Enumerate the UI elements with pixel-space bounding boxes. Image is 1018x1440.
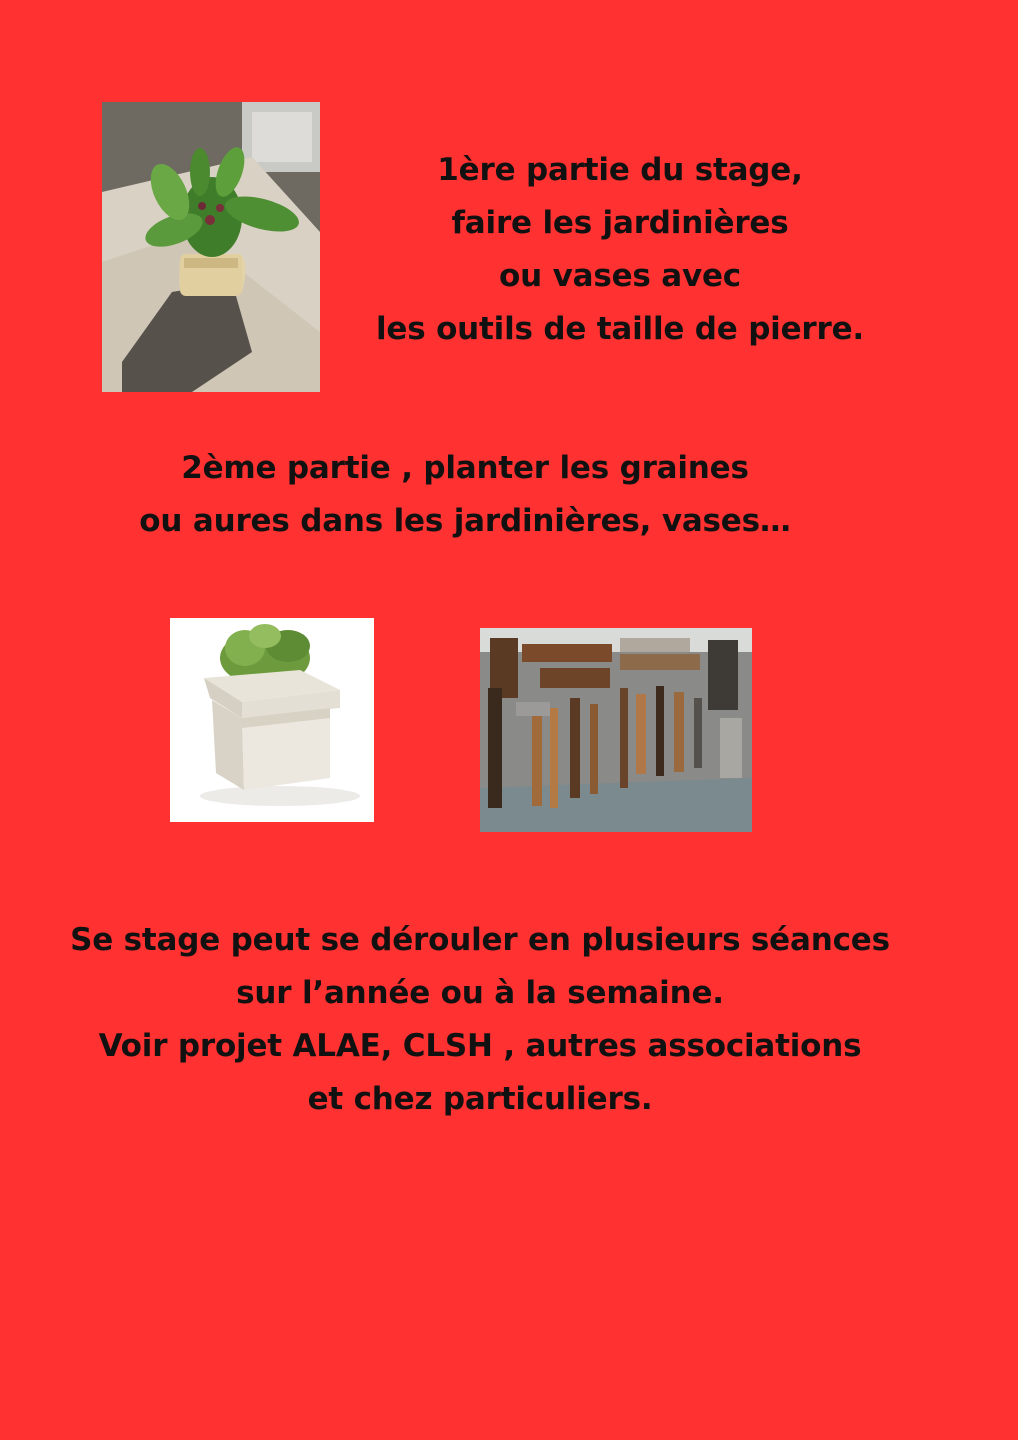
text-line: 2ème partie , planter les graines: [181, 450, 749, 486]
stone-planter-photo: [170, 618, 374, 822]
text-line: et chez particuliers.: [307, 1081, 653, 1117]
stage-info-text: [10, 914, 950, 1126]
intro-part-one-text: [340, 144, 900, 356]
text-line: Se stage peut se dérouler en plusieurs séances: [70, 922, 890, 958]
text-line: sur l’année ou à la semaine.: [236, 975, 724, 1011]
text-line: 1ère partie du stage,: [437, 152, 803, 188]
text-line: ou vases avec: [499, 258, 741, 294]
stone-carving-tools-photo: [480, 628, 752, 832]
text-line: les outils de taille de pierre.: [375, 311, 865, 347]
plant-in-stone-pot-photo: [102, 102, 320, 392]
text-line: Voir projet ALAE, CLSH , autres associations: [98, 1028, 862, 1064]
text-line: ou aures dans les jardinières, vases…: [139, 503, 791, 539]
part-two-text: [60, 442, 870, 548]
text-line: faire les jardinières: [451, 205, 789, 241]
